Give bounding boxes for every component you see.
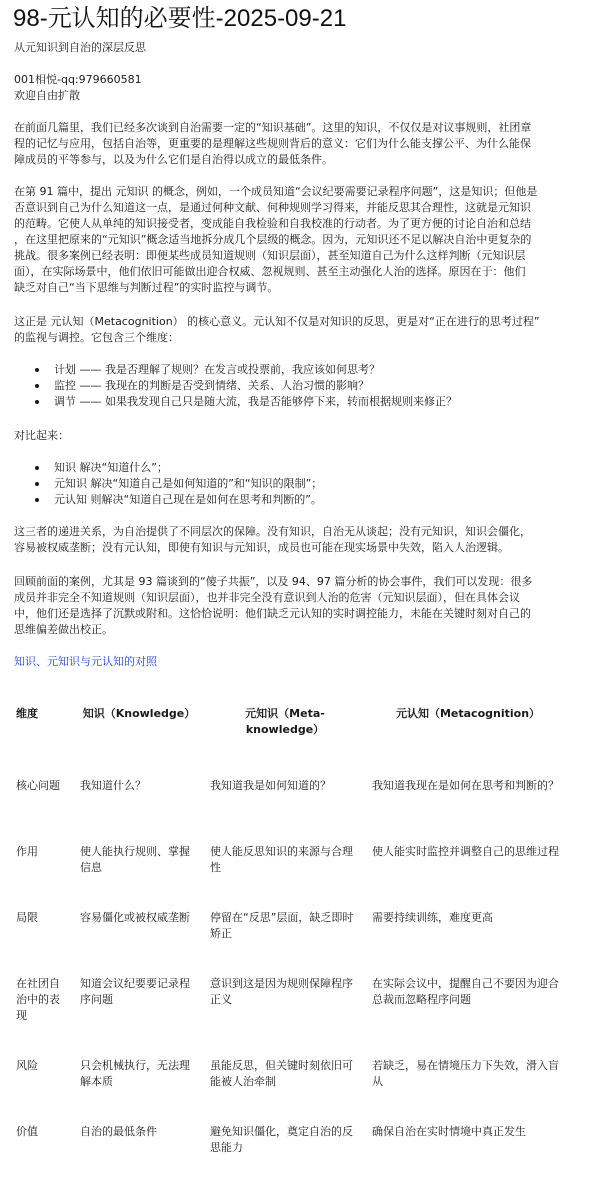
- paragraph-line: ，在这里把原来的“元知识”概念适当地拆分成几个层级的概念。因为，元知识还不足以解决自治中更复杂的: [14, 233, 532, 246]
- table-cell: 自治的最低条件: [80, 1125, 157, 1138]
- author-info: [14, 72, 592, 104]
- table-cell: 只会机械执行，无法理解本质: [80, 1059, 190, 1088]
- paragraph-line: 这正是 元认知（Metacognition） 的核心意义。元认知不仅是对知识的反思，更是对“正在进行的思考过程”: [14, 315, 540, 328]
- table-cell: 作用: [16, 845, 38, 858]
- notice-line: 欢迎自由扩散: [14, 89, 80, 102]
- table-cell: 知道会议纪要要记录程序问题: [80, 977, 190, 1006]
- paragraph-line: 的范畴。它使人从单纯的知识接受者，变成能自我检验和自我校准的行动者。为了更方便的讨论自治和总结: [14, 217, 531, 230]
- paragraph-line: 思维偏差做出校正。: [14, 623, 113, 636]
- page-title: 98-元认知的必要性-2025-09-21: [13, 5, 347, 32]
- paragraph-line: 的监视与调控。它包含三个维度：: [14, 331, 179, 344]
- paragraph-intro: [14, 120, 592, 168]
- paragraph-line: 成员并非完全不知道规则（知识层面），也并非完全没有意识到人治的危害（元知识层面），但在具体会议: [14, 591, 520, 604]
- paragraph-line: 中，他们还是选择了沉默或附和。这恰恰说明：他们缺乏元认知的实时调控能力，未能在关键时刻对自己的: [14, 607, 531, 620]
- table-row: [10, 770, 570, 836]
- table-cell: 在实际会议中，提醒自己不要因为迎合总裁而忽略程序问题: [372, 977, 559, 1006]
- paragraph-progression: [14, 524, 592, 556]
- table-cell: 在社团自治中的表现: [16, 977, 60, 1022]
- table-cell: 若缺乏，易在情境压力下失效，滑入盲从: [372, 1059, 559, 1088]
- table-cell: 使人能实时监控并调整自己的思维过程: [372, 845, 559, 858]
- table-cell: 使人能反思知识的来源与合理性: [210, 845, 353, 874]
- paragraph-meta-knowledge: [14, 184, 592, 296]
- table-row: [10, 836, 570, 902]
- comparison-table: [10, 698, 570, 1168]
- paragraph-metacognition: [14, 314, 592, 346]
- table-cell: 需要持续训练，难度更高: [372, 911, 493, 924]
- paragraph-line: 否意识到自己为什么知道这一点，是通过何种文献、何种规则学习得来，并能反思其合理性，这就是元知识: [14, 201, 531, 214]
- table-header-row: [10, 698, 570, 770]
- table-cell: 我知道我现在是如何在思考和判断的？: [372, 779, 559, 792]
- table-cell: 使人能执行规则、掌握信息: [80, 845, 190, 874]
- paragraph-line: 这三者的递进关系，为自治提供了不同层次的保障。没有知识，自治无从谈起；没有元知识，知识会僵化，: [14, 525, 531, 538]
- paragraph-line: 在前面几篇里，我们已经多次谈到自治需要一定的“知识基础”。这里的知识，不仅仅是对议事规则，社团章: [14, 121, 532, 134]
- paragraph-line: 挑战。很多案例已经表明：即便某些成员知道规则（知识层面），甚至知道自己为什么这样判断（元知识层: [14, 249, 526, 262]
- table-cell: 核心问题: [16, 779, 60, 792]
- list-item: 元知识 解决“知道自己是如何知道的”和“知识的限制”；: [14, 476, 592, 492]
- column-header: 知识（Knowledge）: [82, 707, 196, 720]
- dimensions-list: [14, 362, 592, 410]
- list-item: 调节 —— 如果我发现自己只是随大流，我是否能够停下来，转而根据规则来修正？: [14, 394, 592, 410]
- table-cell: 我知道我是如何知道的？: [210, 779, 331, 792]
- list-item: 计划 —— 我是否理解了规则？在发言或投票前，我应该如何思考？: [14, 362, 592, 378]
- table-cell: 意识到这是因为规则保障程序正义: [210, 977, 353, 1006]
- table-row: [10, 902, 570, 968]
- table-cell: 虽能反思，但关键时刻依旧可能被人治牵制: [210, 1059, 353, 1088]
- table-cell: 容易僵化或被权威垄断: [80, 911, 190, 924]
- comparison-list: [14, 460, 592, 508]
- author-line: 001相悦-qq:979660581: [14, 73, 142, 86]
- paragraph-line: 在第 91 篇中，提出 元知识 的概念，例如，一个成员知道“会议纪要需要记录程序问题”，这是知识；但他是: [14, 185, 538, 198]
- table-cell: 风险: [16, 1059, 38, 1072]
- paragraph-comparison-intro: 对比起来：: [14, 429, 69, 442]
- list-item: 监控 —— 我现在的判断是否受到情绪、关系、人治习惯的影响？: [14, 378, 592, 394]
- section-heading-link[interactable]: 知识、元知识与元认知的对照: [14, 655, 157, 668]
- table-cell: 确保自治在实时情境中真正发生: [372, 1125, 526, 1138]
- paragraph-line: 回顾前面的案例，尤其是 93 篇谈到的“傻子共振”，以及 94、97 篇分析的协会事件，我们可以发现：很多: [14, 575, 533, 588]
- table-cell: 局限: [16, 911, 38, 924]
- table-cell: 我知道什么？: [80, 779, 146, 792]
- table-cell: 价值: [16, 1125, 38, 1138]
- table-row: [10, 968, 570, 1050]
- table-cell: 避免知识僵化，奠定自治的反思能力: [210, 1125, 353, 1154]
- paragraph-case-review: [14, 574, 592, 638]
- table-row: [10, 1116, 570, 1168]
- column-header: 维度: [16, 707, 38, 720]
- paragraph-line: 面），在实际场景中，他们依旧可能做出迎合权威、忽视规则、甚至主动强化人治的选择。原因在于：他们: [14, 265, 526, 278]
- paragraph-line: 容易被权威垄断；没有元认知，即使有知识与元知识，成员也可能在现实场景中失效，陷入人治逻辑。: [14, 541, 509, 554]
- paragraph-line: 障成员的平等参与，以及为什么它们是自治得以成立的最低条件。: [14, 153, 333, 166]
- subtitle: 从元知识到自治的深层反思: [14, 41, 146, 54]
- list-item: 元认知 则解决“知道自己现在是如何在思考和判断的”。: [14, 492, 592, 508]
- column-header: 元知识（Meta-knowledge）: [245, 707, 325, 736]
- column-header: 元认知（Metacognition）: [395, 707, 541, 720]
- paragraph-line: 缺乏对自己“当下思维与判断过程”的实时监控与调节。: [14, 281, 279, 294]
- table-cell: 停留在“反思”层面，缺乏即时矫正: [210, 911, 354, 940]
- table-row: [10, 1050, 570, 1116]
- list-item: 知识 解决“知道什么”；: [14, 460, 592, 476]
- paragraph-line: 程的记忆与应用，包括自治等，更重要的是理解这些规则背后的意义：它们为什么能支撑公平、为什么能保: [14, 137, 531, 150]
